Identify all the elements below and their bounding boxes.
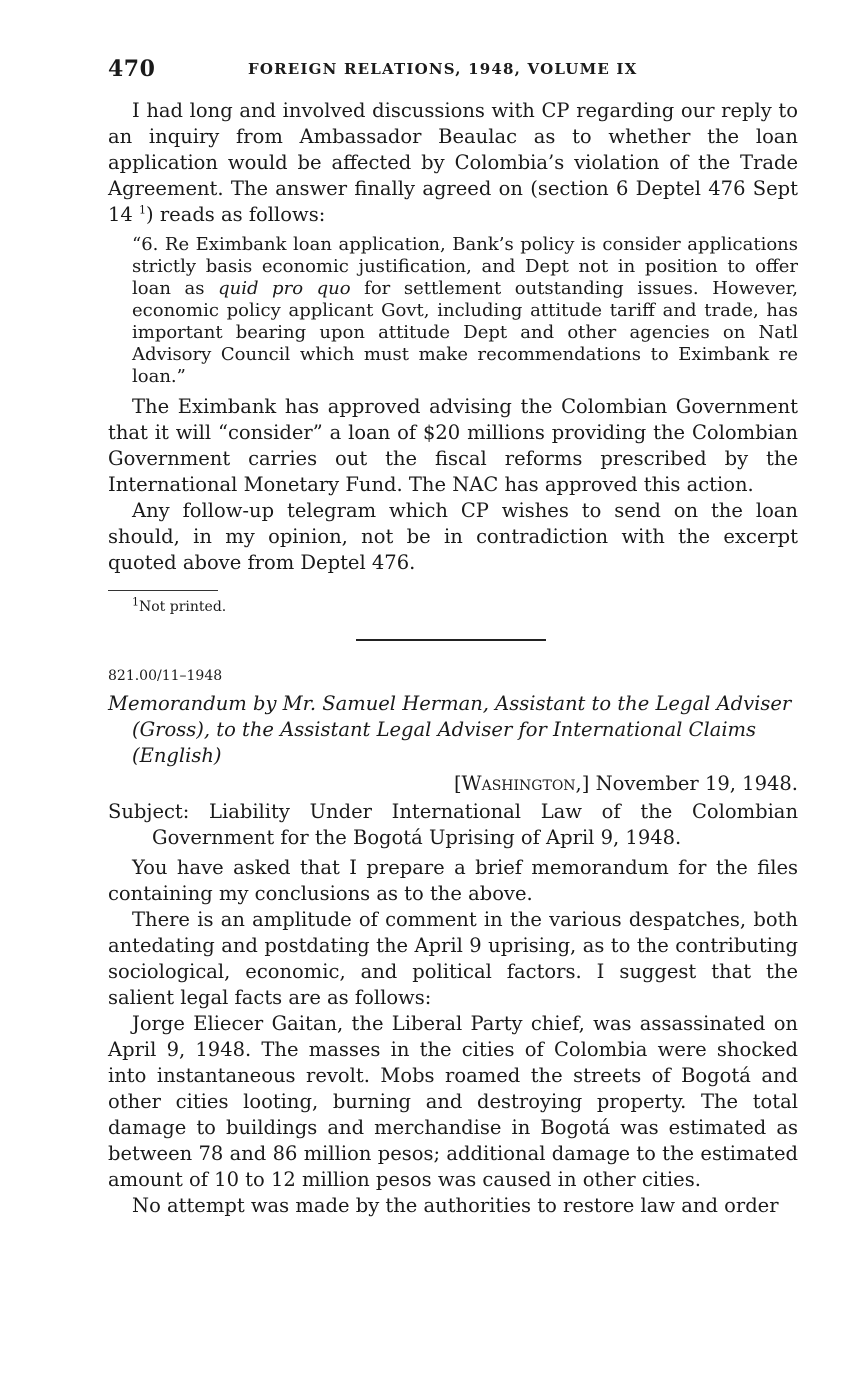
footnote-reference: 1 <box>139 203 147 217</box>
page-header <box>108 56 798 84</box>
subject-text: Liability Under International Law of the Colombian Government for the Bogotá Uprising of April 9, 1948. <box>152 800 798 849</box>
memo-paragraph: You have asked that I prepare a brief memorandum for the files containing my conclusions as to the above. <box>108 856 798 905</box>
section-separator <box>356 639 546 641</box>
memo-paragraph: No attempt was made by the authorities to restore law and order <box>132 1194 779 1217</box>
paragraph-text-tail: ) reads as follows: <box>146 203 326 226</box>
subject-label: Subject: <box>108 800 190 823</box>
quote-text-end: for settlement outstanding issues. However, economic policy applicant Govt, including attitude tariff and trade, has important bearing upon attitude Dept and other agencies on Natl Advisory Council which must make recommendations to Eximbank re loan.” <box>132 278 798 387</box>
footnote-text: Not printed. <box>139 599 227 615</box>
memo-paragraph: There is an amplitude of comment in the various despatches, both antedating and postdating the April 9 uprising, as to the contributing sociological, economic, and political factors. I suggest that the salient legal facts are as follows: <box>108 908 798 1009</box>
paragraph-text: I had long and involved discussions with CP regarding our reply to an inquiry from Ambassador Beaulac as to whether the loan application would be affected by Colombia’s violation of the Trade Agreement. The answer finally agreed on (section 6 Deptel 476 Sept 14 <box>108 99 798 226</box>
memo-paragraph: Jorge Eliecer Gaitan, the Liberal Party chief, was assassinated on April 9, 1948. The masses in the cities of Colombia were shocked into instantaneous revolt. Mobs roamed the streets of Bogotá and other cities looting, burning and destroying property. The total damage to buildings and merchandise in Bogotá was estimated as between 78 and 86 million pesos; additional damage to the estimated amount of 10 to 12 million pesos was caused in other cities. <box>108 1012 798 1191</box>
running-head: FOREIGN RELATIONS, 1948, VOLUME IX <box>248 60 638 78</box>
dateline-date: November 19, 1948. <box>595 772 798 795</box>
page-number: 470 <box>108 56 156 82</box>
paragraph-loan-discussion <box>108 98 798 228</box>
memo-title: Memorandum by Mr. Samuel Herman, Assistant to the Legal Adviser (Gross), to the Assistant Legal Adviser for International Claims (English) <box>108 692 792 767</box>
page-body <box>108 98 798 1219</box>
paragraph-eximbank-approval: The Eximbank has approved advising the Colombian Government that it will “consider” a loan of $20 millions providing the Colombian Government carries out the fiscal reforms prescribed by the International Monetary Fund. The NAC has approved this action. <box>108 395 798 496</box>
quote-italic-phrase: quid pro quo <box>218 278 351 299</box>
footnote-marker: 1 <box>132 595 139 609</box>
file-number: 821.00/11–1948 <box>108 668 223 684</box>
paragraph-follow-up: Any follow-up telegram which CP wishes to send on the loan should, in my opinion, not be in contradiction with the excerpt quoted above from Deptel 476. <box>108 499 798 574</box>
footnote <box>108 597 798 617</box>
footnote-rule <box>108 590 218 591</box>
quote-text-start: “6. Re Eximbank loan application, Bank’s policy is consider applications strictly basis economic justification, and Dept not in position to offer loan as <box>132 234 798 299</box>
dateline <box>108 771 798 797</box>
dateline-place: [Washington,] <box>453 772 590 795</box>
quoted-telegram <box>132 234 798 388</box>
subject-line <box>108 799 798 851</box>
